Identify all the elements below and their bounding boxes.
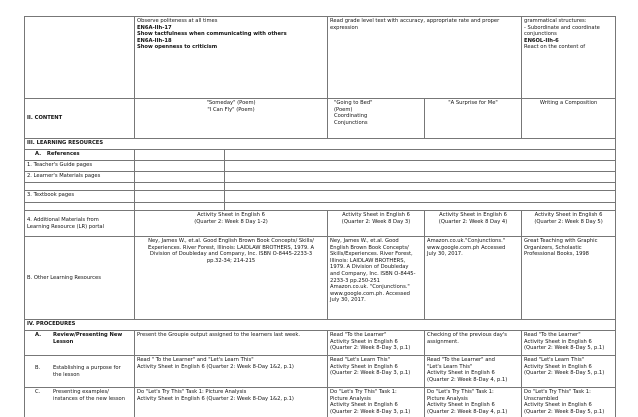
content-row	[25, 99, 616, 139]
empty-cell	[135, 161, 225, 172]
text-line: Activity Sheet in English 6	[524, 363, 592, 370]
textbook-row	[25, 191, 616, 203]
text-line: Learning Resource (LR) portal	[27, 223, 105, 230]
procedure-label-cell	[25, 356, 135, 388]
empty-cell	[135, 172, 225, 183]
text-line: 4. Additional Materials from	[27, 216, 99, 223]
text-line: Activity Sheet in English 6	[427, 370, 495, 377]
text-line: Ney, James W., et.al. Good	[330, 238, 399, 244]
content-label: II. CONTENT	[25, 99, 135, 139]
text-line: EN6A-IIh-18	[137, 37, 172, 44]
procedure-cell-3	[425, 388, 522, 417]
procedure-row-examples	[25, 388, 616, 417]
procedure-cell-1	[135, 356, 328, 388]
content-cell-2	[328, 99, 425, 139]
procedure-cell-4	[522, 331, 616, 356]
text-line: Do "Let's Try This" Task 1:	[427, 389, 494, 395]
content-cell-3	[425, 99, 522, 139]
text-line: Read "To the Learner" and	[427, 357, 495, 363]
text-line: the lesson	[53, 371, 80, 378]
other-resources-cell-4	[522, 237, 616, 320]
procedure-cell-4	[522, 356, 616, 388]
text-line: (Poem)	[334, 106, 353, 113]
text-line: Activity Sheet in English 6	[197, 212, 265, 218]
learning-resources-heading: III. LEARNING RESOURCES	[25, 139, 616, 150]
text-line: (Quarter 2: Week 8 Day 5)	[534, 218, 603, 225]
text-line: Illinois: LAIDLAW BROTHERS,	[330, 257, 406, 264]
text-line: grammatical structures:	[524, 18, 587, 24]
other-resources-label: B. Other Learning Resources	[25, 237, 135, 320]
text-line: Review/Presenting New	[53, 332, 123, 338]
lr-portal-cell-3	[425, 211, 522, 237]
procedures-heading-row	[25, 320, 616, 331]
text-line: Coordinating	[334, 113, 368, 120]
procedure-row-purpose	[25, 356, 616, 388]
text-line: Do "Let's Try This" Task 1:	[524, 389, 591, 395]
empty-cell	[225, 150, 616, 161]
spacer-row	[25, 183, 616, 191]
text-line: Read grade level text with accuracy, appropriate rate and proper	[330, 18, 500, 24]
procedure-label-cell	[25, 331, 135, 356]
text-line: English Brown Book Concepts/	[330, 244, 409, 251]
empty-cell	[225, 172, 616, 183]
references-letter: A.	[35, 151, 42, 157]
empty-cell	[225, 161, 616, 172]
objectives-cell-1	[135, 17, 328, 99]
text-line: (Quarter 2: Week 8-Day 3, p.1)	[330, 345, 411, 352]
lesson-plan-table	[24, 16, 616, 417]
text-line: instances of the new lesson	[53, 395, 126, 402]
text-line: assignment.	[427, 338, 459, 345]
text-line: "Someday" (Poem)	[206, 100, 256, 106]
objectives-row	[25, 17, 616, 99]
learners-materials-row	[25, 172, 616, 183]
other-resources-row	[25, 237, 616, 320]
text-line: Activity Sheet in English 6 (Quarter 2: Week 8-Day 1&2, p.1)	[137, 395, 294, 402]
objectives-cell-3	[522, 17, 616, 99]
text-line: (Quarter 2: Week 8-Day 5, p.1)	[524, 408, 605, 415]
text-line: Professional Books, 1998	[524, 251, 589, 258]
text-line: (Quarter 2: Week 8 Day 1-2)	[194, 218, 268, 225]
procedure-cell-3	[425, 331, 522, 356]
text-line: Great Teaching with Graphic	[524, 238, 598, 244]
text-line: Skills/Experiences. River Forest,	[330, 251, 413, 258]
procedure-cell-1	[135, 331, 328, 356]
text-line: Checking of the previous day's	[427, 332, 507, 338]
text-line: Presenting examples/	[53, 389, 109, 395]
text-line: Amazon.co.uk. "Conjunctions."	[330, 284, 410, 291]
text-line: Division of Doubleday and Company, Inc. ISBN O-8445-2233-3	[149, 251, 313, 258]
text-line: (Quarter 2: Week 8 Day 4)	[438, 218, 508, 225]
text-line: Read "To the Learner"	[330, 332, 387, 338]
text-line: React on the content of	[524, 44, 586, 51]
text-line: Picture Analysis	[427, 395, 468, 402]
procedure-cell-2	[328, 388, 425, 417]
text-line: (Quarter 2: Week 8-Day 5, p.1)	[524, 370, 605, 377]
text-line: Picture Analysis	[330, 395, 371, 402]
text-line: Activity Sheet in English 6	[427, 402, 495, 409]
text-line: (Quarter 2: Week 8-Day 3, p.1)	[330, 370, 411, 377]
text-line: Activity Sheet in English 6	[330, 402, 398, 409]
text-line: "Going to Bed"	[334, 100, 373, 106]
text-line: and Company, Inc. ISBN O-8445-	[330, 270, 416, 277]
procedure-letter: A.	[35, 332, 42, 338]
text-line: Do "Let's Try This" Task 1:	[330, 389, 397, 395]
procedure-cell-3	[425, 356, 522, 388]
procedures-heading: IV. PROCEDURES	[25, 320, 616, 331]
text-line: pp.32-34; 214-215	[206, 257, 256, 264]
text-line: Conjunctions	[334, 119, 368, 126]
text-line: Read "To the Learner"	[524, 332, 581, 338]
procedure-label-cell	[25, 388, 135, 417]
empty-cell	[25, 203, 135, 211]
text-line: Activity Sheet in English 6	[439, 212, 507, 218]
text-line: - Subordinate and coordinate	[524, 24, 600, 31]
procedure-cell-2	[328, 331, 425, 356]
empty-cell	[25, 183, 135, 191]
learning-resources-heading-row	[25, 139, 616, 150]
text-line: Present the Groupie output assigned to the learners last week.	[137, 332, 300, 338]
text-line: Activity Sheet in English 6	[524, 402, 592, 409]
text-line: Amazon.co.uk."Conjunctions."	[427, 238, 506, 244]
text-line: Organizers, Scholastic	[524, 244, 582, 251]
text-line: (Quarter 2: Week 8-Day 3, p.1)	[330, 408, 411, 415]
text-line: Experiences. River Forest, Illinois: LAIDLAW BROTHERS, 1979. A	[147, 244, 315, 251]
text-line: Read "Let's Learn This"	[330, 357, 391, 363]
other-resources-cell-1	[135, 237, 328, 320]
procedure-cell-1	[135, 388, 328, 417]
lr-portal-cell-1	[135, 211, 328, 237]
text-line: Activity Sheet in English 6	[342, 212, 410, 218]
text-line: Activity Sheet in English 6	[330, 363, 398, 370]
text-line: Show tactfulness when communicating with others	[137, 31, 287, 38]
text-line: "A Surprise for Me"	[448, 100, 498, 106]
references-label: References	[46, 151, 80, 157]
text-line: Show openness to criticism	[137, 44, 218, 51]
text-line: "Let's Learn This"	[427, 363, 473, 370]
empty-cell	[135, 203, 225, 211]
empty-cell	[225, 183, 616, 191]
text-line: Read " To the Learner" and "Let's Learn This"	[137, 357, 254, 363]
teachers-guide-row	[25, 161, 616, 172]
content-cell-4	[522, 99, 616, 139]
references-label-cell	[25, 150, 135, 161]
text-line: Unscrambled	[524, 395, 559, 402]
text-line: (Quarter 2: Week 8-Day 4, p.1)	[427, 408, 508, 415]
textbook-label: 3. Textbook pages	[25, 191, 135, 203]
text-line: Ney, James W., et.al. Good English Brown Book Concepts/ Skills/	[148, 238, 314, 244]
text-line: www.google.com.ph. Accessed	[330, 290, 410, 297]
text-line: "I Can Fly" (Poem)	[207, 106, 255, 113]
text-line: 2233-3 pp.250-251	[330, 277, 380, 284]
text-line: July 30, 2017.	[427, 251, 463, 258]
objectives-label-cell	[25, 17, 135, 99]
text-line: Do "Let's Try This" Task 1: Picture Analysis	[137, 389, 247, 395]
references-row	[25, 150, 616, 161]
text-line: Establishing a purpose for	[53, 364, 121, 371]
text-line: Lesson	[53, 338, 74, 345]
procedure-letter: B.	[35, 364, 41, 371]
text-line: Activity Sheet in English 6	[534, 212, 603, 218]
other-resources-cell-3	[425, 237, 522, 320]
text-line: www.google.com.ph Accessed	[427, 244, 506, 251]
lr-portal-cell-4	[522, 211, 616, 237]
lr-portal-cell-2	[328, 211, 425, 237]
lr-portal-row	[25, 211, 616, 237]
text-line: EN6OL-IIh-6	[524, 37, 559, 44]
procedure-letter: C.	[35, 389, 41, 395]
text-line: 1979. A Division of Doubleday	[330, 264, 409, 271]
learners-materials-label: 2. Learner's Materials pages	[25, 172, 135, 183]
text-line: Read "Let's Learn This"	[524, 357, 585, 363]
empty-cell	[135, 183, 225, 191]
text-line: (Quarter 2: Week 8-Day 5, p.1)	[524, 345, 605, 352]
procedure-row-review	[25, 331, 616, 356]
text-line: (Quarter 2: Week 8 Day 3)	[341, 218, 411, 225]
content-cell-1	[135, 99, 328, 139]
text-line: Activity Sheet in English 6	[524, 338, 592, 345]
text-line: expression	[330, 24, 358, 31]
procedure-cell-2	[328, 356, 425, 388]
text-line: July 30, 2017.	[330, 297, 366, 304]
spacer-row	[25, 203, 616, 211]
text-line: Activity Sheet in English 6	[330, 338, 398, 345]
text-line: Activity Sheet in English 6 (Quarter 2: Week 8-Day 1&2, p.1)	[137, 363, 294, 370]
text-line: conjunctions	[524, 31, 557, 38]
text-line: (Quarter 2: Week 8-Day 4, p.1)	[427, 376, 508, 383]
text-line: Writing a Composition	[539, 100, 598, 106]
teachers-guide-label: 1. Teacher's Guide pages	[25, 161, 135, 172]
lr-portal-label	[25, 211, 135, 237]
empty-cell	[225, 203, 616, 211]
empty-cell	[135, 191, 225, 203]
text-line: Observe politeness at all times	[137, 18, 218, 24]
empty-cell	[135, 150, 225, 161]
text-line: EN6A-IIh-17	[137, 24, 172, 31]
other-resources-cell-2	[328, 237, 425, 320]
procedure-cell-4	[522, 388, 616, 417]
objectives-cell-2	[328, 17, 522, 99]
empty-cell	[225, 191, 616, 203]
